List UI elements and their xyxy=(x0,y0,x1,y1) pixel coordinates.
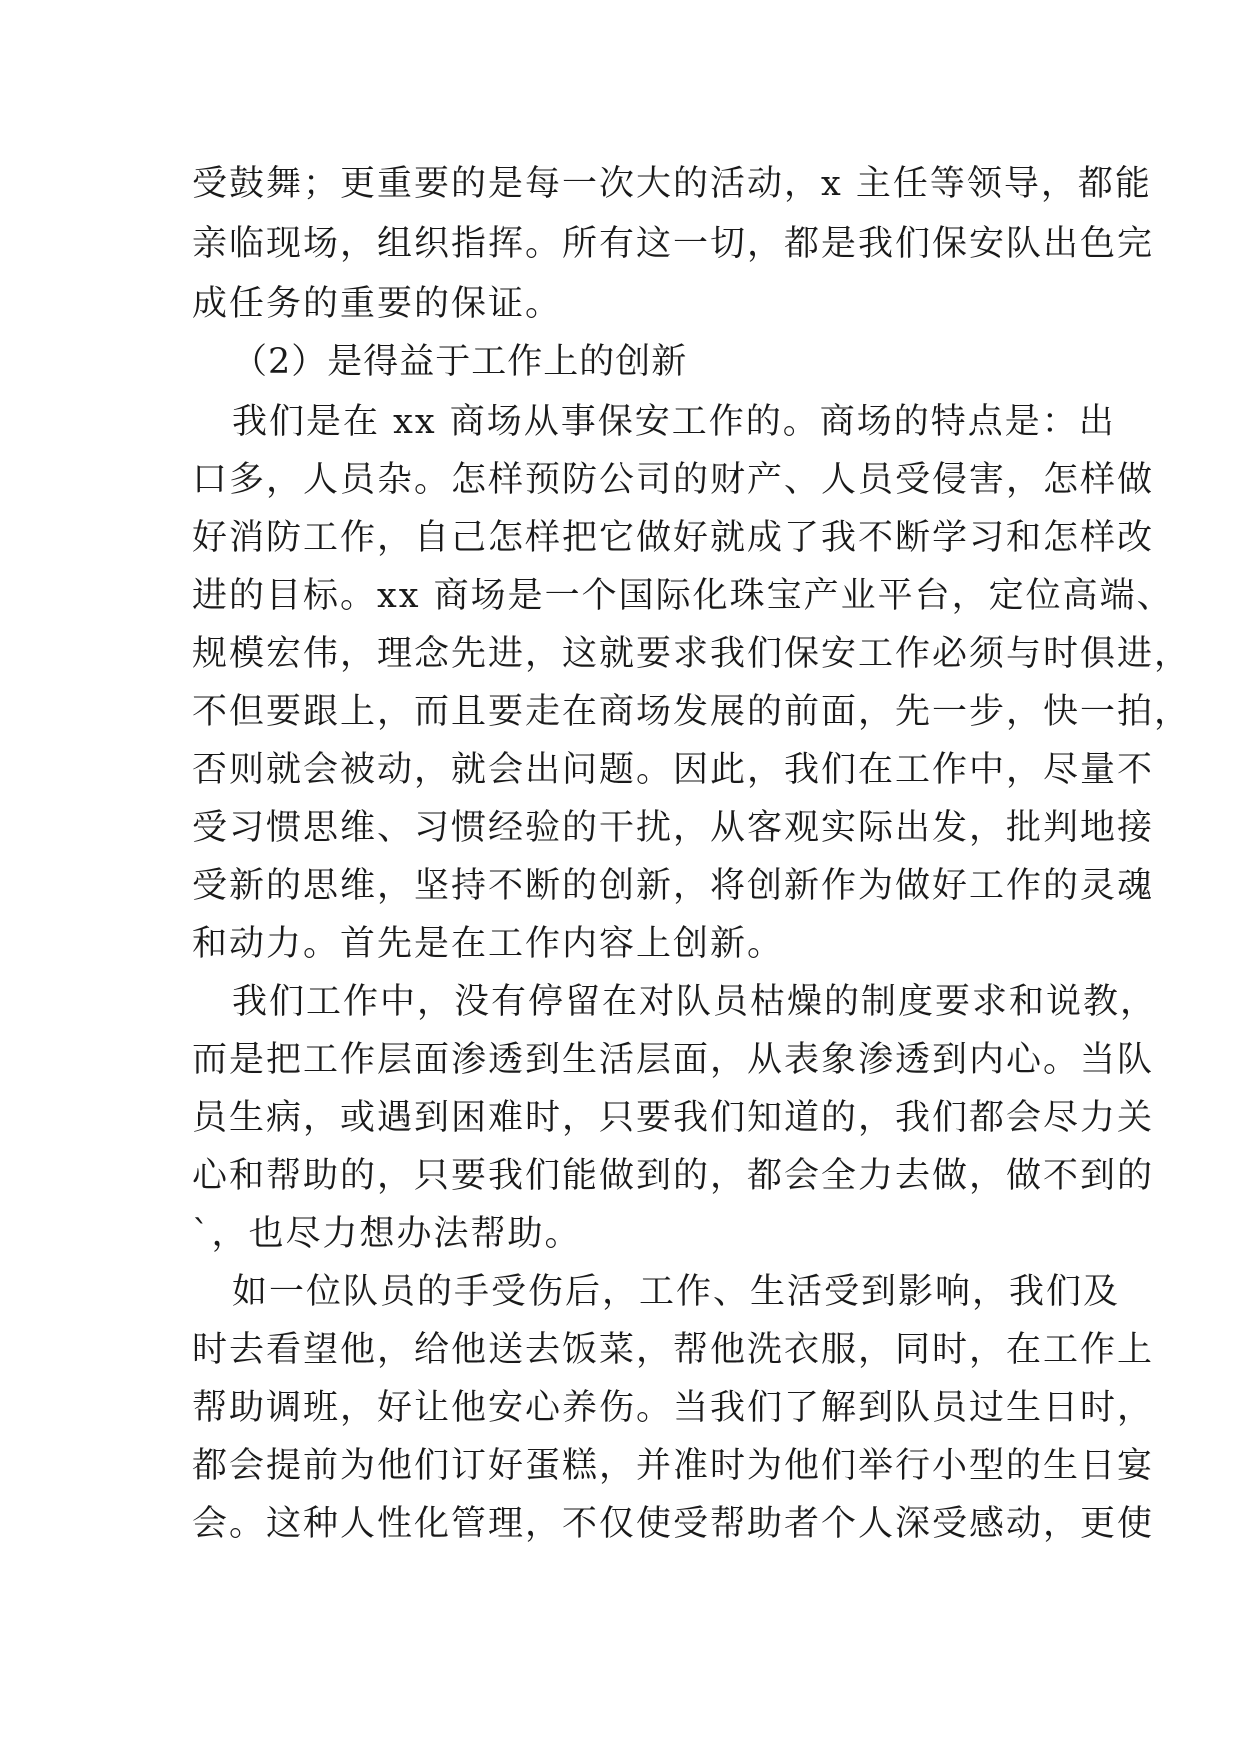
text-line: 口多，人员杂。怎样预防公司的财产、人员受侵害，怎样做 xyxy=(192,460,1155,500)
text-line: 受习惯思维、习惯经验的干扰，从客观实际出发，批判地接 xyxy=(192,808,1155,848)
text-line: 否则就会被动，就会出问题。因此，我们在工作中，尽量不 xyxy=(192,750,1155,790)
text-line: 都会提前为他们订好蛋糕，并准时为他们举行小型的生日宴 xyxy=(192,1446,1155,1486)
text-line: 进的目标。xx 商场是一个国际化珠宝产业平台，定位高端、 xyxy=(192,576,1174,616)
text-line: 和动力。首先是在工作内容上创新。 xyxy=(192,924,785,964)
text-line: 会。这种人性化管理，不仅使受帮助者个人深受感动，更使 xyxy=(192,1504,1155,1544)
text-line: 亲临现场，组织指挥。所有这一切，都是我们保安队出色完 xyxy=(192,224,1155,264)
text-line: `，也尽力想办法帮助。 xyxy=(192,1214,582,1254)
text-line: 员生病，或遇到困难时，只要我们知道的，我们都会尽力关 xyxy=(192,1098,1155,1138)
paragraph-first-line: 我们是在 xx 商场从事保安工作的。商场的特点是：出 xyxy=(232,402,1116,442)
text-line: 时去看望他，给他送去饭菜，帮他洗衣服，同时，在工作上 xyxy=(192,1330,1155,1370)
text-line: 受鼓舞；更重要的是每一次大的活动，x 主任等领导，都能 xyxy=(192,164,1152,204)
paragraph-first-line: 如一位队员的手受伤后，工作、生活受到影响，我们及 xyxy=(232,1272,1121,1312)
text-line: 而是把工作层面渗透到生活层面，从表象渗透到内心。当队 xyxy=(192,1040,1155,1080)
text-line: 受新的思维，坚持不断的创新，将创新作为做好工作的灵魂 xyxy=(192,866,1155,906)
paragraph-first-line: 我们工作中，没有停留在对队员枯燥的制度要求和说教， xyxy=(232,982,1158,1022)
section-heading: （2）是得益于工作上的创新 xyxy=(232,342,688,382)
text-line: 规模宏伟，理念先进，这就要求我们保安工作必须与时俱进， xyxy=(192,634,1192,674)
text-line: 成任务的重要的保证。 xyxy=(192,284,563,324)
text-line: 不但要跟上，而且要走在商场发展的前面，先一步，快一拍， xyxy=(192,692,1192,732)
text-line: 帮助调班，好让他安心养伤。当我们了解到队员过生日时， xyxy=(192,1388,1155,1428)
text-line: 好消防工作，自己怎样把它做好就成了我不断学习和怎样改 xyxy=(192,518,1155,558)
text-line: 心和帮助的，只要我们能做到的，都会全力去做，做不到的 xyxy=(192,1156,1155,1196)
